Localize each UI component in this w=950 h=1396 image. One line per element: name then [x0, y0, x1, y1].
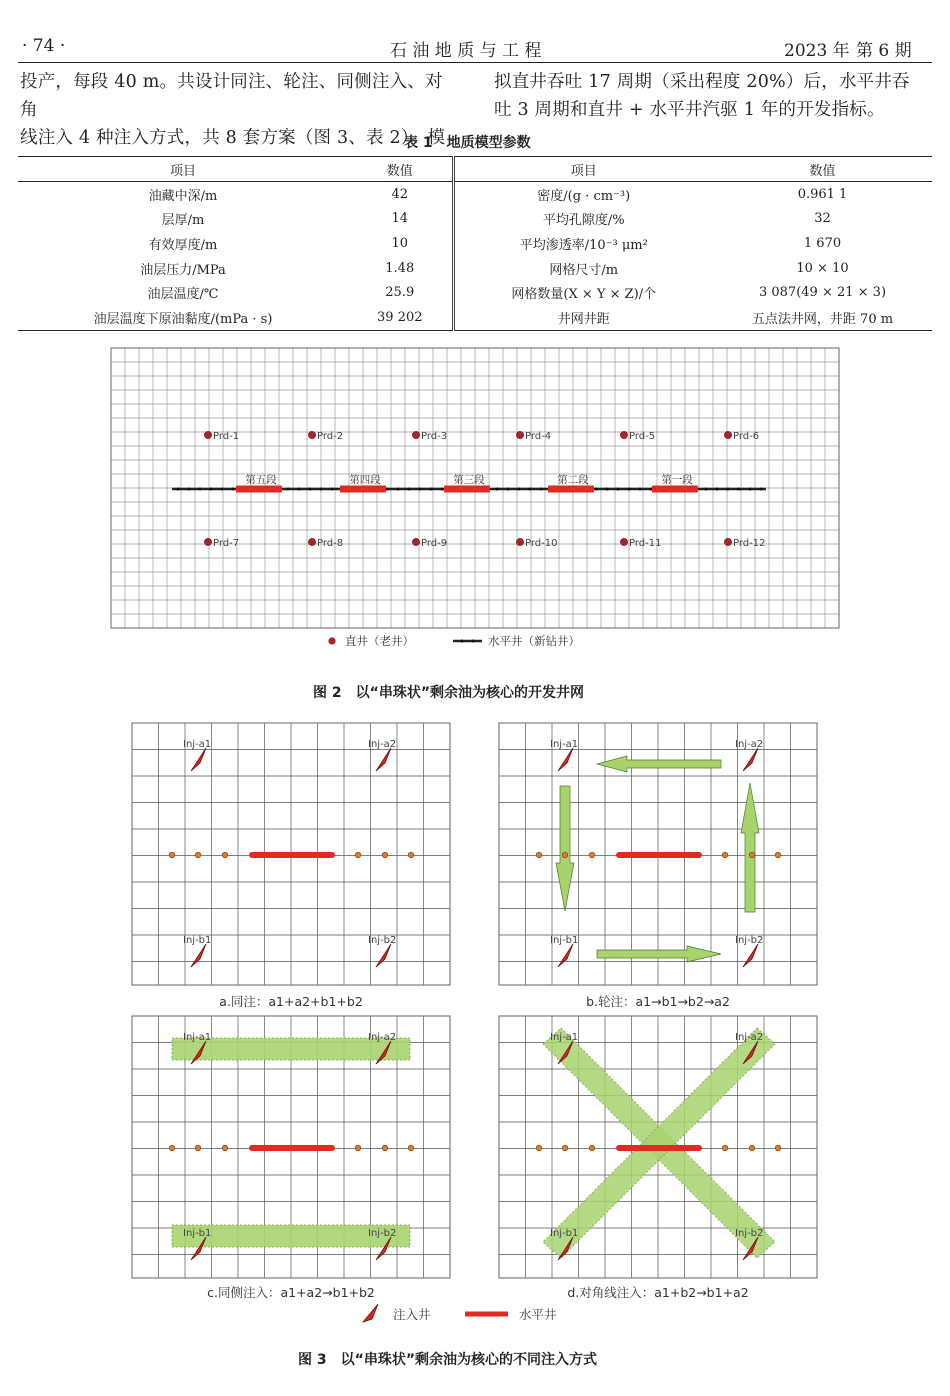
perforation-segment — [548, 486, 594, 493]
text-line: 线注入 4 种注入方式，共 8 套方案（图 3、表 2）。模 — [20, 128, 446, 148]
well-label: Prd-8 — [317, 538, 344, 549]
segment-label: 第二段 — [557, 474, 589, 486]
header-rule — [18, 62, 932, 63]
table-cell: 油层压力/MPa — [140, 262, 226, 278]
table-header: 数值 — [348, 157, 453, 182]
wellbore-node — [461, 640, 464, 643]
wellbore-node — [309, 488, 312, 491]
figure2-well-pattern — [100, 340, 850, 655]
injector-label: Inj-b2 — [368, 935, 397, 946]
table-cell: 平均孔隙度/% — [453, 207, 713, 232]
producer-well-icon — [536, 852, 542, 858]
table-cell: 1 670 — [803, 235, 842, 251]
panel-c-caption: c.同侧注入：a1+a2→b1+b2 — [207, 1285, 375, 1300]
producer-well-icon — [382, 852, 388, 858]
flow-arrow — [556, 786, 574, 911]
table-row — [18, 305, 932, 330]
panel-a-caption: a.同注：a1+a2+b1+b2 — [219, 994, 363, 1009]
injector-well-icon — [743, 944, 758, 967]
table-header: 项目 — [18, 157, 348, 182]
table-cell: 1.48 — [385, 260, 415, 276]
vertical-well-icon — [724, 431, 731, 438]
wellbore-node — [518, 488, 521, 491]
vertical-well-icon — [516, 431, 523, 438]
vertical-well-icon — [412, 431, 419, 438]
wellbore-node — [628, 488, 631, 491]
well-label: Prd-5 — [629, 431, 656, 442]
well-label: Prd-10 — [525, 538, 558, 549]
wellbore-node — [606, 488, 609, 491]
flow-arrow — [597, 756, 721, 772]
figure3-caption: 图 3 以“串珠状”剩余油为核心的不同注入方式 — [298, 1352, 598, 1368]
well-label: Prd-1 — [213, 431, 240, 442]
producer-well-icon — [562, 1145, 568, 1151]
wellbore-node — [705, 488, 708, 491]
table-cell: 层厚/m — [161, 213, 205, 229]
wellbore-node — [210, 488, 213, 491]
vertical-well-icon — [204, 538, 211, 545]
wellbore-node — [331, 488, 334, 491]
table-cell: 油层温度/℃ — [147, 287, 219, 303]
table-cell: 10 — [391, 235, 409, 251]
wellbore-node — [617, 488, 620, 491]
vertical-well-icon — [308, 431, 315, 438]
table-row — [18, 256, 932, 281]
wellbore-node — [540, 488, 543, 491]
vertical-well-icon — [724, 538, 731, 545]
body-text-right — [494, 68, 934, 124]
injector-label: Inj-a1 — [550, 1032, 579, 1043]
table-cell: 14 — [391, 211, 409, 227]
table-header: 项目 — [453, 157, 713, 182]
injector-label: Inj-a1 — [183, 739, 212, 750]
body-text-left — [20, 68, 460, 152]
producer-well-icon — [408, 852, 414, 858]
legend-vertical-well-icon — [328, 637, 335, 644]
well-label: Prd-3 — [421, 431, 448, 442]
text-line: 投产，每段 40 m。共设计同注、轮注、同侧注入、对角 — [20, 72, 443, 120]
panel-d-caption: d.对角线注入：a1+b2→b1+a2 — [567, 1285, 749, 1300]
producer-well-icon — [562, 852, 568, 858]
producer-well-icon — [589, 852, 595, 858]
injector-label: Inj-b1 — [550, 935, 579, 946]
producer-well-icon — [195, 852, 201, 858]
injector-well-icon — [376, 944, 391, 967]
wellbore-node — [595, 488, 598, 491]
wellbore-node — [298, 488, 301, 491]
table-cell: 油藏中深/m — [148, 188, 218, 204]
table-row — [18, 231, 932, 256]
legend-vertical-well-label: 直井（老井） — [345, 634, 414, 648]
injector-well-icon — [558, 748, 573, 771]
injector-well-icon — [376, 748, 391, 771]
table-cell: 井网井距 — [453, 305, 713, 330]
injector-label: Inj-b1 — [183, 935, 212, 946]
text-line: 吐 3 周期和直井 + 水平井汽驱 1 年的开发指标。 — [494, 100, 885, 120]
producer-well-icon — [775, 852, 781, 858]
table-cell: 3 087(49 × 21 × 3) — [758, 285, 887, 301]
injection-panel — [132, 723, 450, 985]
segment-label: 第三段 — [453, 474, 485, 486]
injector-label: Inj-b1 — [183, 1228, 212, 1239]
figure2-caption: 图 2 以“串珠状”剩余油为核心的开发井网 — [313, 685, 585, 701]
wellbore-node — [287, 488, 290, 491]
injector-label: Inj-a1 — [550, 739, 579, 750]
vertical-well-icon — [308, 538, 315, 545]
wellbore-node — [738, 488, 741, 491]
well-label: Prd-4 — [525, 431, 552, 442]
table-cell: 网格数量(X × Y × Z)/个 — [453, 280, 713, 305]
producer-well-icon — [195, 1145, 201, 1151]
wellbore-node — [727, 488, 730, 491]
well-label: Prd-12 — [733, 538, 766, 549]
injector-label: Inj-b2 — [735, 1228, 764, 1239]
panel-b-caption: b.轮注：a1→b1→b2→a2 — [586, 994, 730, 1009]
well-label: Prd-2 — [317, 431, 344, 442]
table-cell: 25.9 — [385, 285, 415, 301]
injection-panel — [499, 723, 817, 985]
vertical-well-icon — [620, 431, 627, 438]
wellbore-node — [472, 640, 475, 643]
table-cell: 密度/(g · cm⁻³) — [453, 182, 713, 207]
figure3-injection-modes — [125, 716, 825, 1328]
wellbore-node — [221, 488, 224, 491]
wellbore-node — [529, 488, 532, 491]
table-header-row — [18, 157, 932, 182]
table-cell: 五点法井网，井距 70 m — [713, 305, 932, 330]
well-label: Prd-9 — [421, 538, 448, 549]
producer-well-icon — [169, 852, 175, 858]
journal-issue: 第 6 期 — [856, 41, 912, 61]
wellbore-node — [430, 488, 433, 491]
wellbore-node — [496, 488, 499, 491]
vertical-well-icon — [516, 538, 523, 545]
wellbore-node — [639, 488, 642, 491]
wellbore-node — [177, 488, 180, 491]
injector-well-icon — [191, 748, 206, 771]
vertical-well-icon — [620, 538, 627, 545]
table-cell: 0.961 1 — [797, 186, 848, 202]
segment-label: 第五段 — [245, 474, 277, 486]
producer-well-icon — [749, 852, 755, 858]
well-label: Prd-11 — [629, 538, 662, 549]
producer-well-icon — [382, 1145, 388, 1151]
injector-label: Inj-b1 — [550, 1228, 579, 1239]
injection-panel — [132, 1016, 450, 1278]
table-row — [18, 207, 932, 232]
injector-label: Inj-b2 — [735, 935, 764, 946]
table-cell: 39 202 — [348, 305, 453, 330]
producer-well-icon — [722, 1145, 728, 1151]
injector-well-icon — [558, 944, 573, 967]
wellbore-node — [716, 488, 719, 491]
producer-well-icon — [222, 852, 228, 858]
table-title: 表 1 地质模型参数 — [404, 135, 531, 151]
producer-well-icon — [355, 852, 361, 858]
injector-well-icon — [743, 748, 758, 771]
table-cell: 油层温度下原油黏度/(mPa · s) — [18, 305, 348, 330]
producer-well-icon — [589, 1145, 595, 1151]
table-cell: 32 — [814, 211, 831, 227]
flow-arrow — [597, 946, 721, 962]
segment-label: 第四段 — [349, 474, 381, 486]
injector-label: Inj-a2 — [735, 1032, 764, 1043]
legend-injector-icon — [363, 1304, 378, 1322]
injector-label: Inj-b2 — [368, 1228, 397, 1239]
wellbore-node — [507, 488, 510, 491]
producer-well-icon — [775, 1145, 781, 1151]
perforation-segment — [652, 486, 698, 493]
table-row — [18, 182, 932, 207]
injector-label: Inj-a2 — [368, 1032, 397, 1043]
legend-horizontal-well-label: 水平井（新钻井） — [488, 634, 580, 648]
vertical-well-icon — [412, 538, 419, 545]
legend-horizontal-well-label: 水平井 — [519, 1307, 557, 1322]
wellbore-node — [441, 488, 444, 491]
injector-well-icon — [191, 944, 206, 967]
wellbore-node — [188, 488, 191, 491]
injector-label: Inj-a2 — [368, 739, 397, 750]
table-row — [18, 280, 932, 305]
vertical-well-icon — [204, 431, 211, 438]
well-label: Prd-7 — [213, 538, 240, 549]
table-cell: 网格尺寸/m — [453, 256, 713, 281]
page-number: · 74 · — [22, 36, 66, 56]
geologic-model-table — [18, 156, 932, 331]
well-label: Prd-6 — [733, 431, 760, 442]
wellbore-node — [232, 488, 235, 491]
wellbore-node — [320, 488, 323, 491]
injection-panel — [499, 1016, 817, 1278]
table-cell: 有效厚度/m — [148, 237, 218, 253]
producer-well-icon — [169, 1145, 175, 1151]
table-header: 数值 — [713, 157, 932, 182]
table-cell: 平均渗透率/10⁻³ μm² — [453, 231, 713, 256]
table-cell: 10 × 10 — [796, 260, 849, 276]
producer-well-icon — [536, 1145, 542, 1151]
wellbore-node — [760, 488, 763, 491]
wellbore-node — [749, 488, 752, 491]
perforation-segment — [340, 486, 386, 493]
segment-label: 第一段 — [661, 474, 693, 486]
journal-year: 2023 年 — [784, 41, 850, 61]
wellbore-node — [419, 488, 422, 491]
wellbore-node — [397, 488, 400, 491]
producer-well-icon — [722, 852, 728, 858]
legend-injector-label: 注入井 — [393, 1307, 431, 1322]
injector-label: Inj-a2 — [735, 739, 764, 750]
journal-title: 石 油 地 质 与 工 程 — [390, 41, 542, 61]
table-cell: 42 — [391, 186, 409, 202]
perforation-segment — [236, 486, 282, 493]
perforation-segment — [444, 486, 490, 493]
wellbore-node — [199, 488, 202, 491]
text-line: 拟直井吞吐 17 周期（采出程度 20%）后，水平井吞 — [494, 72, 910, 92]
producer-well-icon — [749, 1145, 755, 1151]
injector-label: Inj-a1 — [183, 1032, 212, 1043]
producer-well-icon — [408, 1145, 414, 1151]
producer-well-icon — [355, 1145, 361, 1151]
wellbore-node — [408, 488, 411, 491]
producer-well-icon — [222, 1145, 228, 1151]
